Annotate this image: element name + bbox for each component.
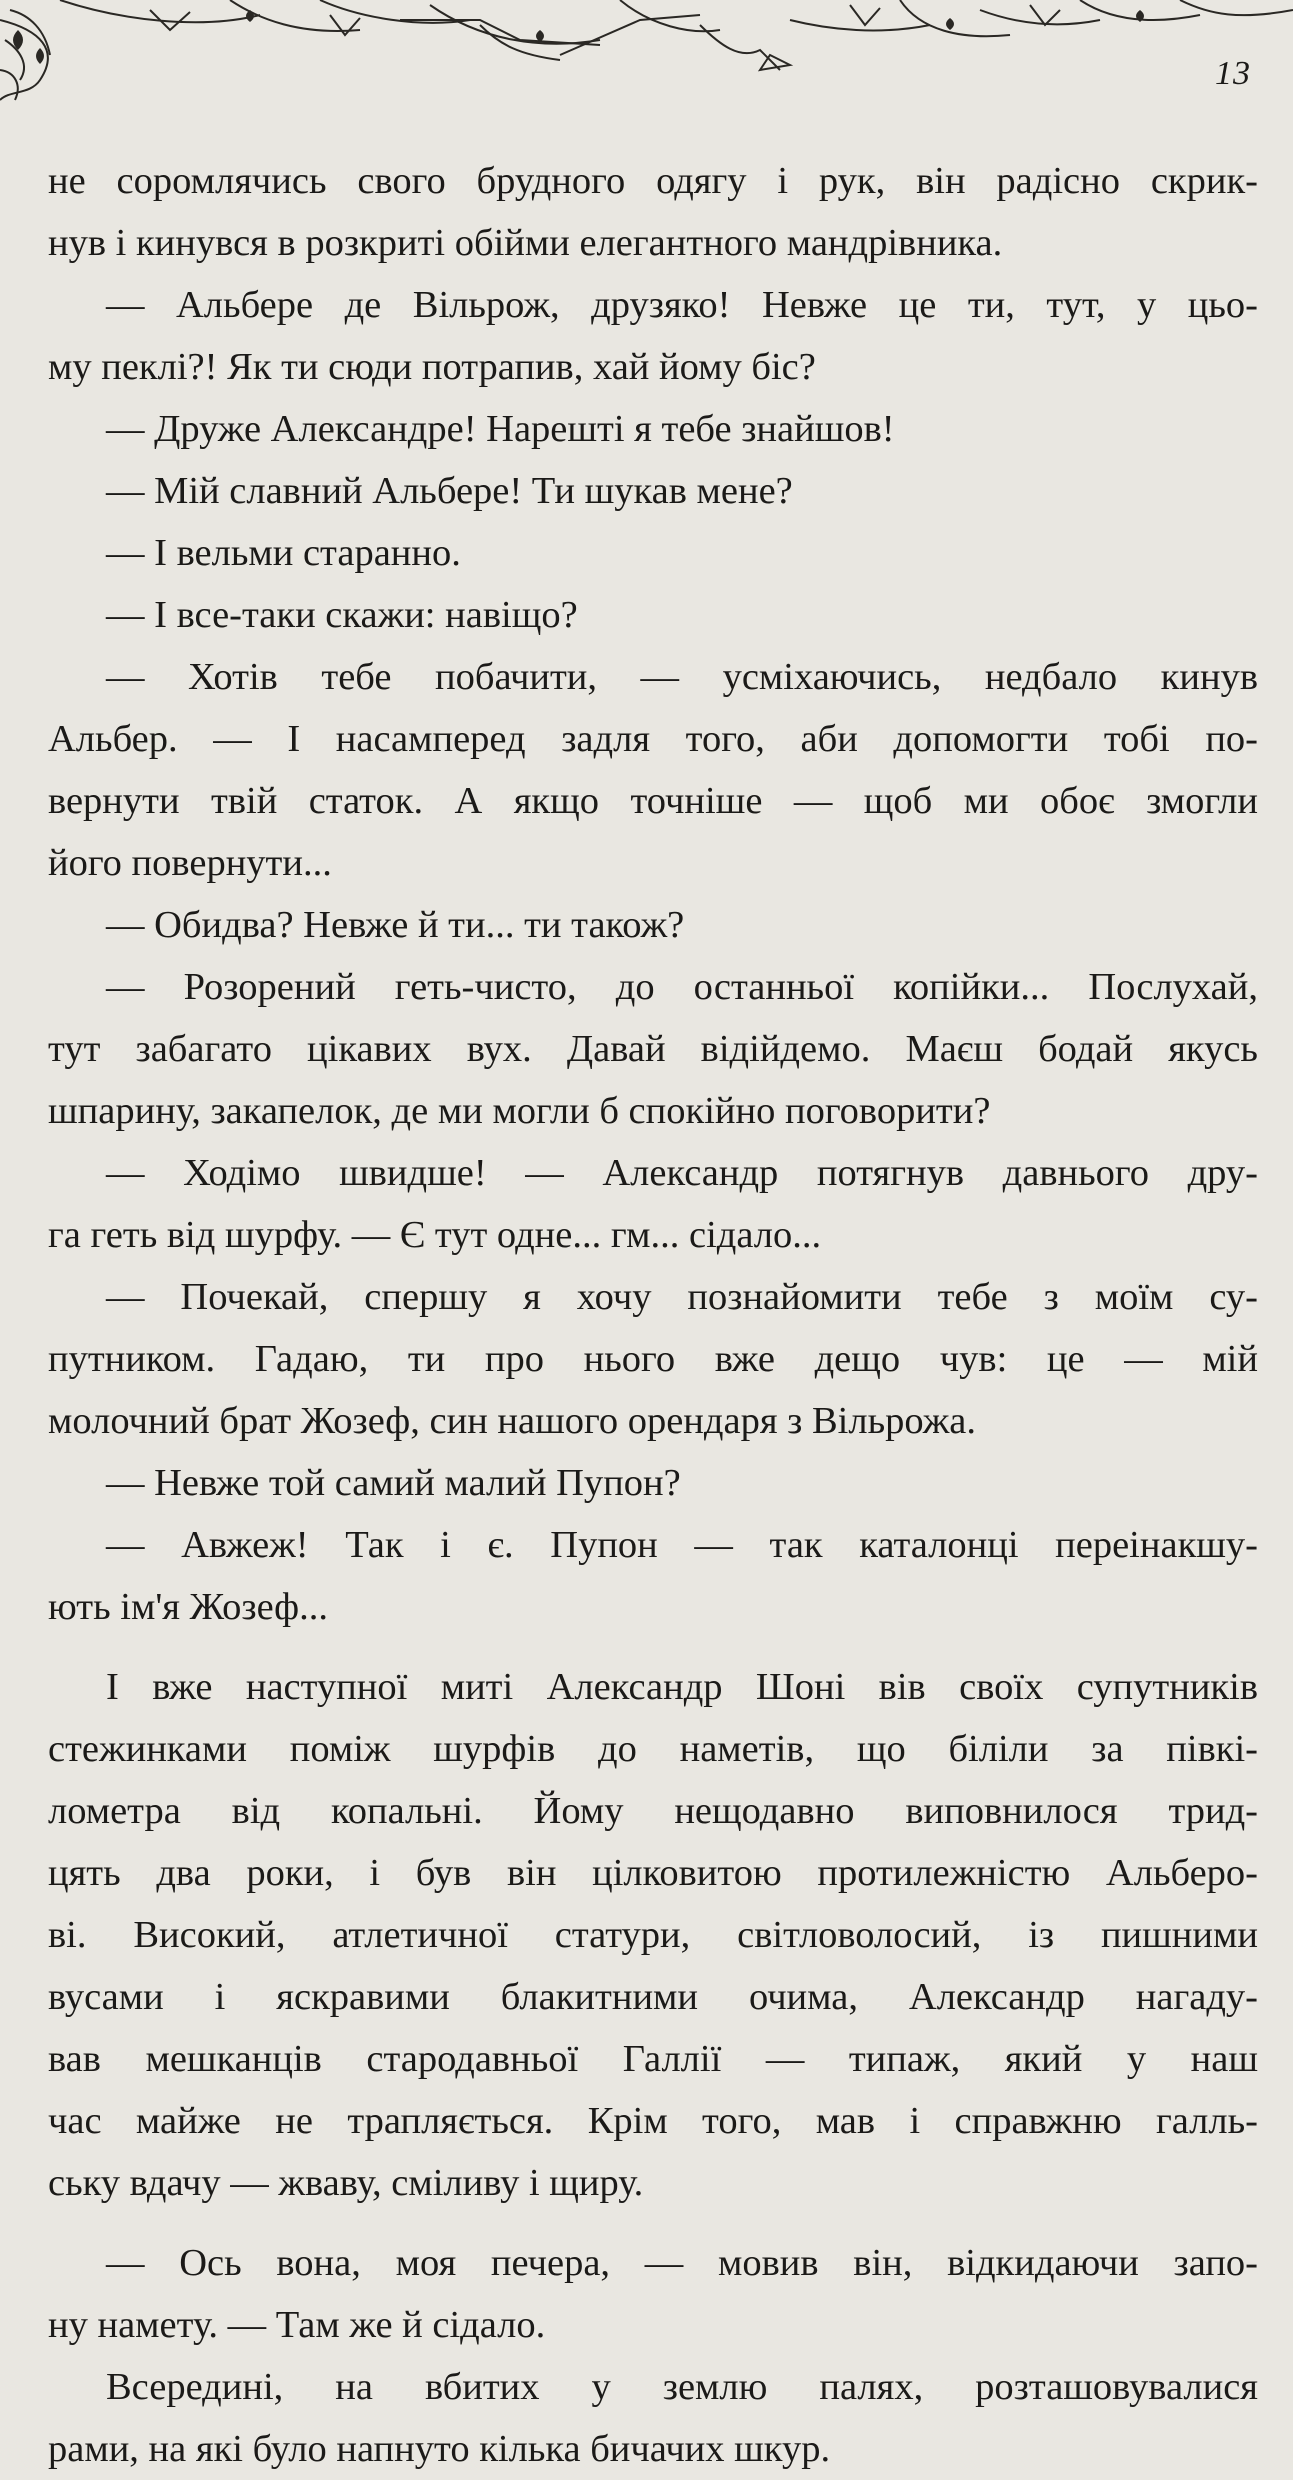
text-line: стежинками поміж шурфів до наметів, що біліли за півкі- [48, 1728, 1258, 1770]
text-line: молочний брат Жозеф, син нашого орендаря з Вільрожа. [48, 1400, 977, 1442]
text-line: не соромлячись свого брудного одягу і рук, він радісно скрик- [48, 160, 1258, 202]
text-line: ють ім'я Жозеф... [48, 1586, 328, 1628]
text-line: його повернути... [48, 842, 332, 884]
paragraph [48, 460, 1258, 522]
page-number: 13 [1215, 55, 1251, 92]
text-line: — І вельми старанно. [106, 532, 461, 574]
paragraph [48, 2356, 1258, 2480]
paragraph [48, 2232, 1258, 2356]
text-line: ську вдачу — жваву, сміливу і щиру. [48, 2162, 644, 2204]
paragraph [48, 150, 1258, 274]
text-line: — І все-таки скажи: навіщо? [106, 594, 578, 636]
text-line: — Мій славний Альбере! Ти шукав мене? [106, 470, 793, 512]
page-body-text [48, 150, 1258, 2480]
text-line: — Невже той самий малий Пупон? [106, 1462, 681, 1504]
paragraph [48, 522, 1258, 584]
text-line: — Почекай, спершу я хочу познайомити тебе з моїм су- [106, 1276, 1258, 1318]
text-line: вав мешканців стародавньої Галлії — типаж, який у наш [48, 2038, 1258, 2080]
text-line: вусами і яскравими блакитними очима, Александр нагаду- [48, 1976, 1258, 2018]
text-line: ну намету. — Там же й сідало. [48, 2304, 546, 2346]
text-line: нув і кинувся в розкриті обійми елегантного мандрівника. [48, 222, 1003, 264]
text-line: цять два роки, і був він цілковитою протилежністю Альберо- [48, 1852, 1258, 1894]
paragraph [48, 646, 1258, 894]
text-line: час майже не трапляється. Крім того, мав і справжню галль- [48, 2100, 1258, 2142]
text-line: — Розорений геть-чисто, до останньої копійки... Послухай, [106, 966, 1258, 1008]
text-line: лометра від копальні. Йому нещодавно виповнилося трид- [48, 1790, 1258, 1832]
text-line: шпарину, закапелок, де ми могли б спокійно поговорити? [48, 1090, 991, 1132]
text-line: — Авжеж! Так і є. Пупон — так каталонці переінакшу- [106, 1524, 1258, 1566]
paragraph [48, 398, 1258, 460]
text-line: І вже наступної миті Александр Шоні вів своїх супутників [106, 1666, 1258, 1708]
paragraph [48, 584, 1258, 646]
paragraph [48, 956, 1258, 1142]
text-line: — Ходімо швидше! — Александр потягнув давнього дру- [106, 1152, 1258, 1194]
text-line: Альбер. — І насамперед задля того, аби допомогти тобі по- [48, 718, 1258, 760]
text-line: — Обидва? Невже й ти... ти також? [106, 904, 685, 946]
text-line: Всередині, на вбитих у землю палях, розташовувалися [106, 2366, 1258, 2408]
decorative-header-ornament [0, 0, 1293, 120]
text-line: — Альбере де Вільрож, друзяко! Невже це ти, тут, у цьо- [106, 284, 1258, 326]
text-line: — Ось вона, моя печера, — мовив він, відкидаючи запо- [106, 2242, 1258, 2284]
text-line: — Хотів тебе побачити, — усміхаючись, недбало кинув [106, 656, 1258, 698]
paragraph [48, 274, 1258, 398]
paragraph [48, 1452, 1258, 1514]
paragraph-gap [48, 2214, 1258, 2232]
text-line: вернути твій статок. А якщо точніше — щоб ми обоє змогли [48, 780, 1258, 822]
text-line: рами, на які було напнуто кілька бичачих шкур. [48, 2428, 831, 2470]
text-line: путником. Гадаю, ти про нього вже дещо чув: це — мій [48, 1338, 1258, 1380]
paragraph [48, 1266, 1258, 1452]
paragraph [48, 1142, 1258, 1266]
text-line: га геть від шурфу. — Є тут одне... гм... сідало... [48, 1214, 822, 1256]
paragraph-gap [48, 1638, 1258, 1656]
text-line: тут забагато цікавих вух. Давай відійдемо. Маєш бодай якусь [48, 1028, 1258, 1070]
paragraph [48, 1514, 1258, 1638]
text-line: — Друже Александре! Нарешті я тебе знайшов! [106, 408, 895, 450]
text-line: ві. Високий, атлетичної статури, світловолосий, із пишними [48, 1914, 1258, 1956]
text-line: му пеклі?! Як ти сюди потрапив, хай йому біс? [48, 346, 816, 388]
paragraph [48, 1656, 1258, 2214]
paragraph [48, 894, 1258, 956]
